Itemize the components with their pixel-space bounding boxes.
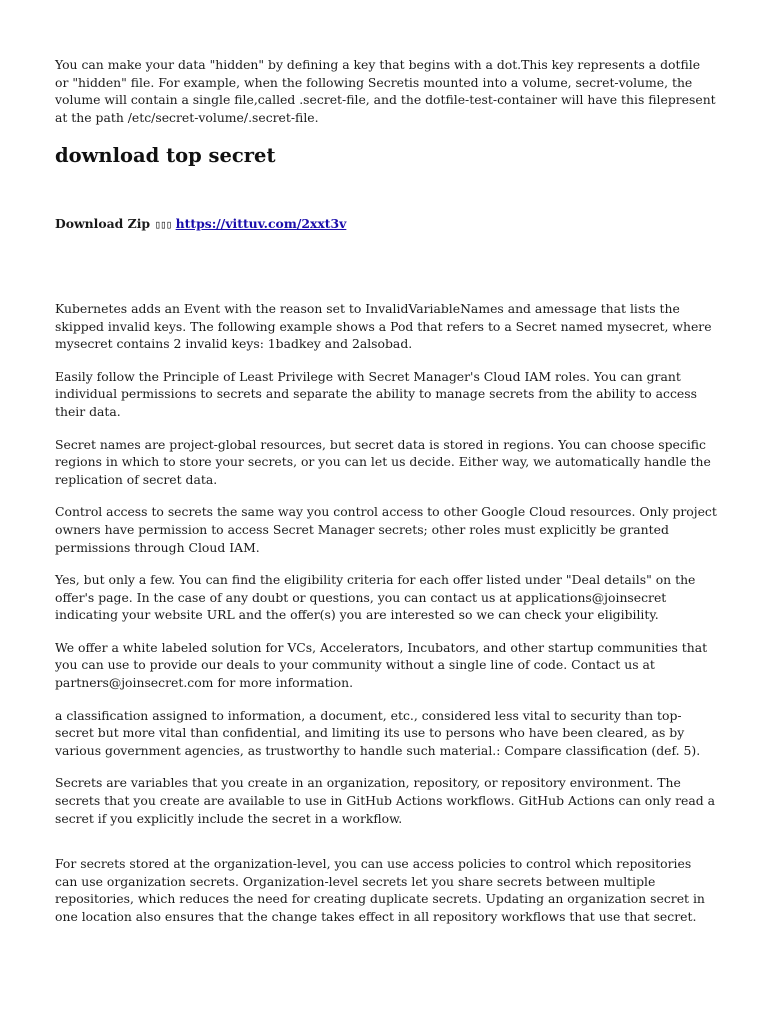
document-page [55, 56, 717, 941]
download-link[interactable]: https://vittuv.com/2xxt3v [175, 216, 347, 232]
paragraph-least-privilege: Easily follow the Principle of Least Privilege with Secret Manager's Cloud IAM roles. You can grant individual permissions to secrets and separate the ability to manage secrets from the ability to access their data. [55, 368, 697, 419]
download-label: Download Zip [55, 216, 151, 232]
paragraph-org-secrets: For secrets stored at the organization-level, you can use access policies to control which repositories can use organization secrets. Organization-level secrets let you share secrets between multiple repositories, which reduces the need for creating duplicate secrets. Updating an organization secret in one location also ensures that the change takes effect in all repository workflows that use that secret. [55, 856, 705, 924]
paragraph-github-secrets: Secrets are variables that you create in an organization, repository, or repository environment. The secrets that you create are available to use in GitHub Actions workflows. GitHub Actions can only read a secret if you explicitly include the secret in a workflow. [55, 775, 716, 826]
body-paragraphs [55, 300, 717, 926]
paragraph-classification: a classification assigned to information, a document, etc., considered less vital to security than top-secret but more vital than confidential, and limiting its use to persons who have been cleared, as by various government agencies, as trustworthy to handle such material.: Compare classification (def. 5). [55, 707, 701, 758]
download-line [55, 215, 717, 234]
intro-paragraph: You can make your data "hidden" by defining a key that begins with a dot.This key represents a dotfile or "hidden" file. For example, when the following Secretis mounted into a volume, secret-volume, the volume will contain a single file,called .secret-file, and the dotfile-test-container will have this filepresent at the path /etc/secret-volume/.secret-file. [55, 57, 716, 125]
page-title: download top secret [55, 144, 276, 168]
paragraph-white-label: We offer a white labeled solution for VCs, Accelerators, Incubators, and other startup communities that you can use to provide our deals to your community without a single line of code. Contact us at partners@joinsecret.com for more information. [55, 639, 708, 691]
paragraph-secret-regions: Secret names are project-global resources, but secret data is stored in regions. You can choose specific regions in which to store your secrets, or you can let us decide. Either way, we automatically handle the replication of secret data. [55, 436, 711, 487]
paragraph-kubernetes: Kubernetes adds an Event with the reason set to InvalidVariableNames and amessage that lists the skipped invalid keys. The following example shows a Pod that refers to a Secret named mysecret, where mysecret contains 2 invalid keys: 1badkey and 2alsobad. [55, 300, 712, 352]
paragraph-eligibility: Yes, but only a few. You can find the eligibility criteria for each offer listed under "Deal details" on the offer's page. In the case of any doubt or questions, you can contact us at applications@joinsecret indicating your website URL and the offer(s) you are interested so we can check your eligibility. [55, 572, 696, 623]
paragraph-access-control: Control access to secrets the same way you control access to other Google Cloud resources. Only project owners have permission to access Secret Manager secrets; other roles must explicitly be granted permissions through Cloud IAM. [55, 504, 717, 555]
missing-glyph-icon: ▯▯▯ [154, 218, 172, 232]
